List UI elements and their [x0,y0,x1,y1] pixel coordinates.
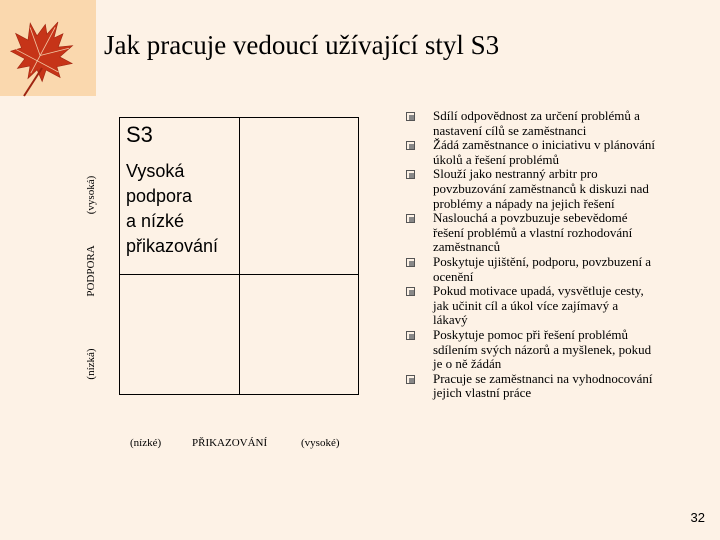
grid-horizontal-divider [120,274,358,275]
list-item: Pracuje se zaměstnanci na vyhodnocování jejich vlastní práce [406,372,656,401]
y-axis-label: PODPORA [85,245,97,297]
square-bullet-icon [406,170,415,179]
square-bullet-icon [406,214,415,223]
list-item: Sdílí odpovědnost za určení problémů a nastavení cílů se zaměstnanci [406,109,656,138]
list-item: Naslouchá a povzbuzuje sebevědomé řešení problémů a vlastní rozhodování zaměstnanců [406,211,656,255]
x-axis-high-label: (vysoké) [301,437,340,449]
list-item: Poskytuje pomoc při řešení problémů sdílením svých názorů a myšlenek, pokud je o ně žádán [406,328,656,372]
maple-leaf-icon [2,12,80,100]
behavior-list [406,109,656,401]
quadrant-line: Vysoká [126,161,185,181]
quadrant-code: S3 [126,122,153,147]
square-bullet-icon [406,258,415,267]
square-bullet-icon [406,375,415,384]
y-axis-high-label: (vysoká) [85,175,97,215]
y-axis-low-label: (nízká) [85,348,97,380]
page-title: Jak pracuje vedoucí užívající styl S3 [104,30,500,60]
list-item: Slouží jako nestranný arbitr pro povzbuzování zaměstnanců k diskuzi nad problémy a nápady na jejich řešení [406,167,656,211]
quadrant-line: podpora [126,186,193,206]
list-item: Poskytuje ujištění, podporu, povzbuzení a ocenění [406,255,656,284]
list-item: Pokud motivace upadá, vysvětluje cesty, jak učinit cíl a úkol více zajímavý a lákavý [406,284,656,328]
x-axis-low-label: (nízké) [130,437,162,449]
slide-number: 32 [690,510,705,525]
quadrant-s3 [126,122,218,259]
list-item: Žádá zaměstnance o iniciativu v plánování úkolů a řešení problémů [406,138,656,167]
square-bullet-icon [406,112,415,121]
square-bullet-icon [406,141,415,150]
quadrant-line: a nízké [126,211,185,231]
square-bullet-icon [406,331,415,340]
x-axis-label: PŘIKAZOVÁNÍ [192,437,268,449]
grid-vertical-divider [239,118,240,394]
square-bullet-icon [406,287,415,296]
quadrant-line: přikazování [126,236,219,256]
situational-leadership-grid [119,117,359,395]
